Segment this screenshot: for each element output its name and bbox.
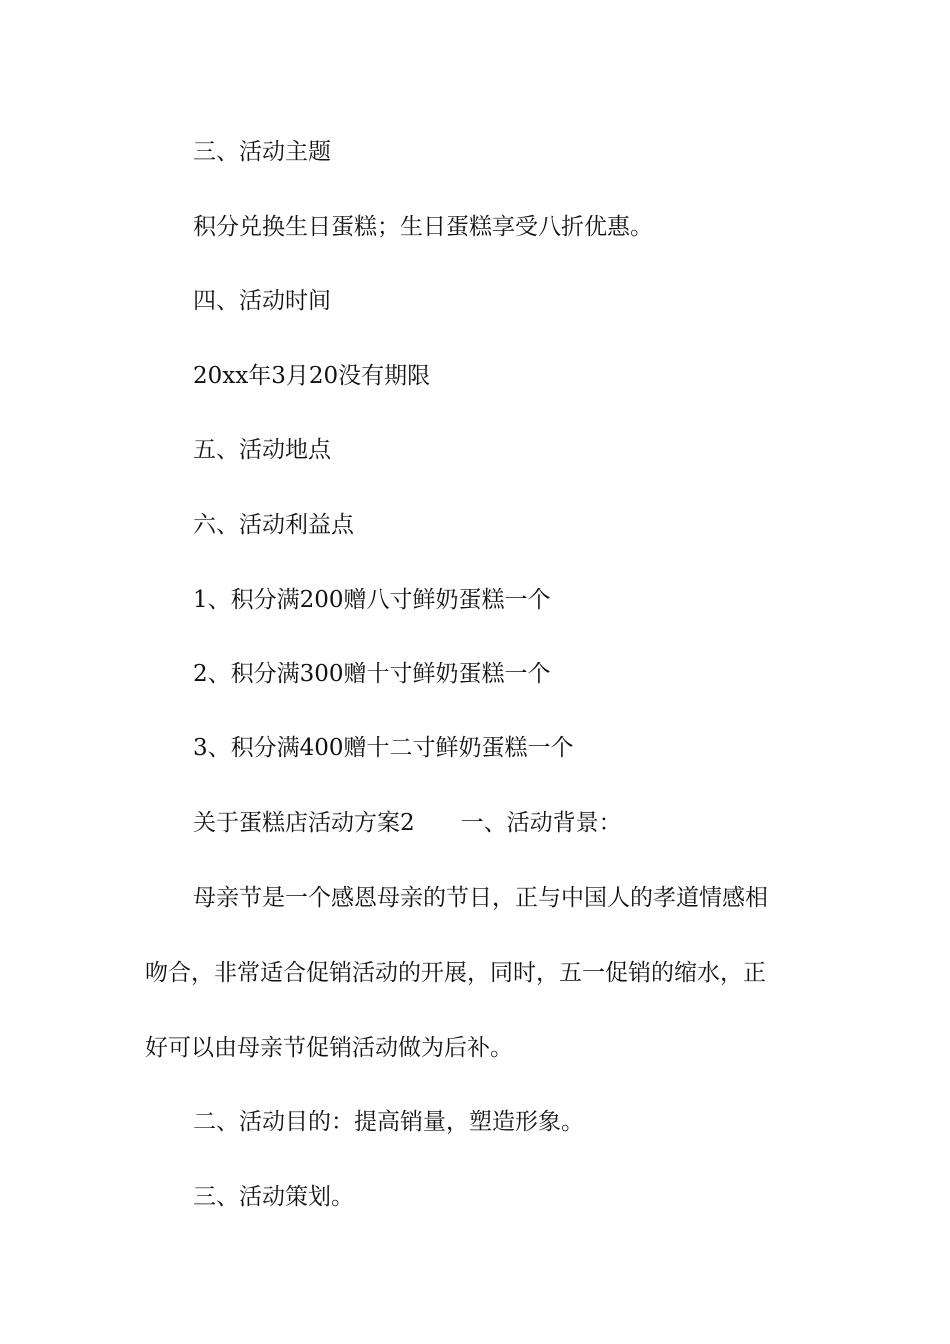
benefit-item-3: 3、积分满400赠十二寸鲜奶蛋糕一个	[193, 735, 574, 761]
section-heading-background: 一、活动背景：	[460, 810, 622, 836]
paragraph-line-3: 好可以由母亲节促销活动做为后补。	[145, 1035, 513, 1061]
heading-activity-time: 四、活动时间	[193, 288, 331, 314]
benefit-item-1: 1、积分满200赠八寸鲜奶蛋糕一个	[193, 587, 551, 613]
heading-activity-location: 五、活动地点	[193, 437, 331, 463]
activity-time-text: 20xx年3月20没有期限	[193, 363, 431, 389]
paragraph-line-2: 吻合，非常适合促销活动的开展，同时，五一促销的缩水，正	[145, 960, 766, 986]
section-title-line	[193, 808, 622, 838]
activity-purpose: 二、活动目的：提高销量，塑造形象。	[193, 1109, 584, 1135]
heading-activity-benefits: 六、活动利益点	[193, 512, 354, 538]
heading-activity-theme: 三、活动主题	[193, 139, 331, 165]
activity-theme-text: 积分兑换生日蛋糕；生日蛋糕享受八折优惠。	[193, 214, 653, 240]
heading-activity-planning: 三、活动策划。	[193, 1184, 354, 1210]
benefit-item-2: 2、积分满300赠十寸鲜奶蛋糕一个	[193, 661, 551, 687]
section-title: 关于蛋糕店活动方案2	[193, 810, 415, 836]
paragraph-line-1: 母亲节是一个感恩母亲的节日，正与中国人的孝道情感相	[193, 885, 768, 911]
